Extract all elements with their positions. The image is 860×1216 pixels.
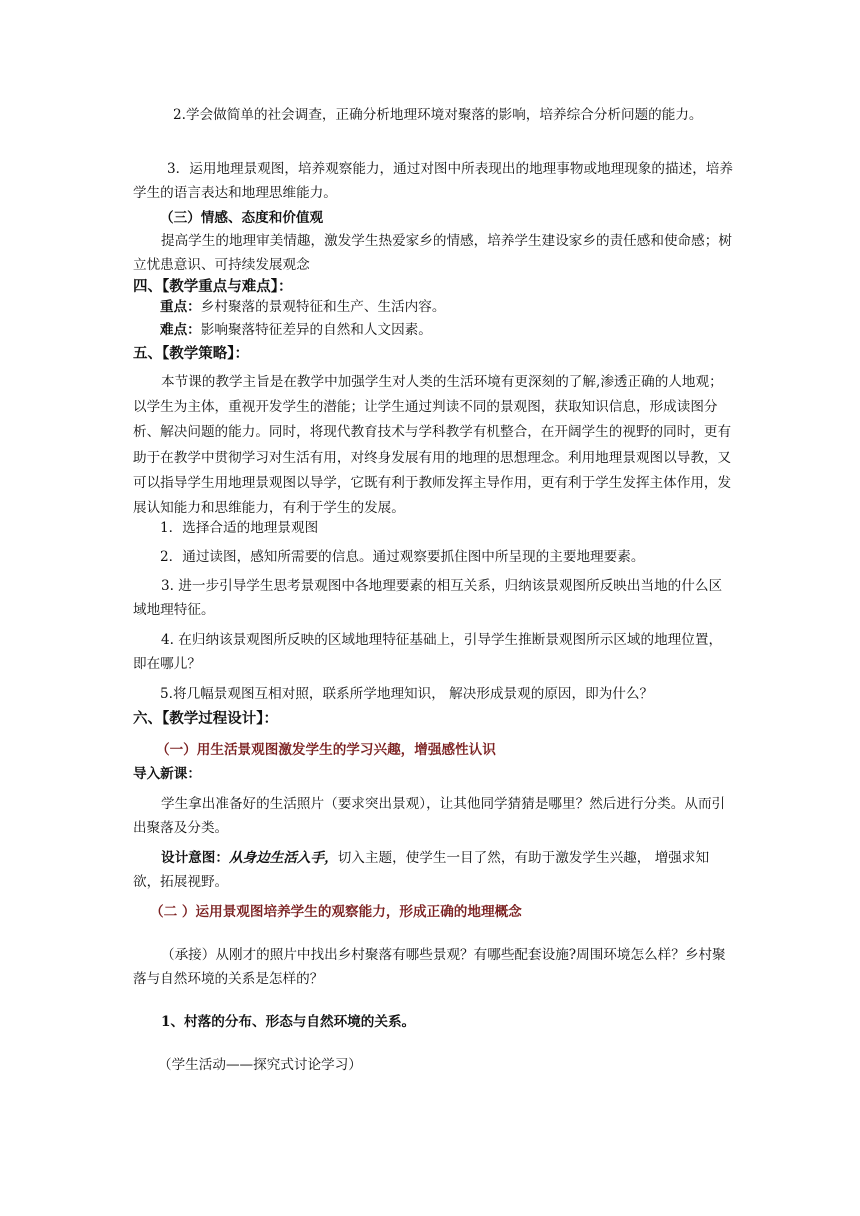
section-4-heading: 四、【教学重点与难点】：: [133, 278, 293, 295]
section-5-heading: 五、【教学策略】：: [133, 345, 249, 362]
difficulty-label: 难点：: [160, 322, 201, 338]
strategy-step-5: 5.将几幅景观图互相对照，联系所学地理知识， 解决形成景观的原因，即为什么？: [160, 686, 654, 702]
attitude-paragraph: 提高学生的地理审美情趣，激发学生热爱家乡的情感，培养学生建设家乡的责任感和使命感；树立忧患意识、可持续发展观念: [133, 233, 732, 273]
transition-paragraph: （承接）从刚才的照片中找出乡村聚落有哪些景观？有哪些配套设施?周围环境怎么样？乡村聚落与自然环境的关系是怎样的？: [133, 947, 726, 987]
process-part-2-heading: （二 ）运用景观图培养学生的观察能力，形成正确的地理概念: [150, 904, 522, 920]
key-point-label: 重点：: [160, 299, 201, 315]
key-point-text: 乡村聚落的景观特征和生产、生活内容。: [200, 299, 446, 315]
design-intent-italic: 从身边生活入手，: [228, 850, 338, 866]
difficulty-text: 影响聚落特征差异的自然和人文因素。: [200, 322, 432, 338]
student-activity-note: （学生活动——探究式讨论学习）: [158, 1057, 362, 1073]
item-1-heading: 1、村落的分布、形态与自然环境的关系。: [161, 1014, 416, 1030]
objective-2-paragraph: 2.学会做简单的社会调查，正确分析地理环境对聚落的影响，培养综合分析问题的能力。: [173, 107, 703, 123]
strategy-step-4: 4. 在归纳该景观图所反映的区域地理特征基础上，引导学生推断景观图所示区域的地理位置，即在哪儿？: [133, 632, 723, 672]
section-6-heading: 六、【教学过程设计】：: [133, 710, 278, 727]
intro-paragraph: 学生拿出准备好的生活照片（要求突出景观），让其他同学猜猜是哪里？然后进行分类。从而引出聚落及分类。: [133, 796, 726, 836]
objective-3-paragraph: 3．运用地理景观图，培养观察能力，通过对图中所表现出的地理事物或地理现象的描述，培养学生的语言表达和地理思维能力。: [133, 161, 733, 201]
strategy-paragraph: 本节课的教学主旨是在教学中加强学生对人类的生活环境有更深刻的了解,渗透正确的人地观；以学生为主体，重视开发学生的潜能；让学生通过判读不同的景观图，获取知识信息，形成读图分析、解决问题的能力。同时，将现代教育技术与学科教学有机整合，在开阔学生的视野的同时，更有助于在教学中贯彻学习对生活有用，对终身发展有用的地理的思想理念。利用地理景观图以导教，又可以指导学生用地理景观图以导学，它既有利于教师发挥主导作用，更有利于学生发挥主体作用，发展认知能力和思维能力，有利于学生的发展。: [133, 374, 732, 517]
design-intent-label: 设计意图：: [161, 850, 229, 866]
subsection-3-heading: （三）情感、态度和价值观: [160, 210, 324, 226]
difficulty-line: [160, 319, 760, 342]
strategy-step-1: 1．选择合适的地理景观图: [160, 520, 319, 536]
intro-label: 导入新课：: [133, 766, 201, 782]
key-point-line: [160, 296, 760, 319]
design-intent-text: 切入主题，使学生一目了然，有助于激发学生兴趣， 增强求知欲，拓展视野。: [133, 850, 710, 890]
strategy-step-3: 3. 进一步引导学生思考景观图中各地理要素的相互关系，归纳该景观图所反映出当地的什么区域地理特征。: [133, 578, 723, 618]
process-part-1-heading: （一）用生活景观图激发学生的学习兴趣，增强感性认识: [156, 742, 496, 758]
strategy-step-2: 2．通过读图，感知所需要的信息。通过观察要抓住图中所呈现的主要地理要素。: [160, 549, 645, 565]
design-intent-paragraph: [133, 846, 733, 894]
